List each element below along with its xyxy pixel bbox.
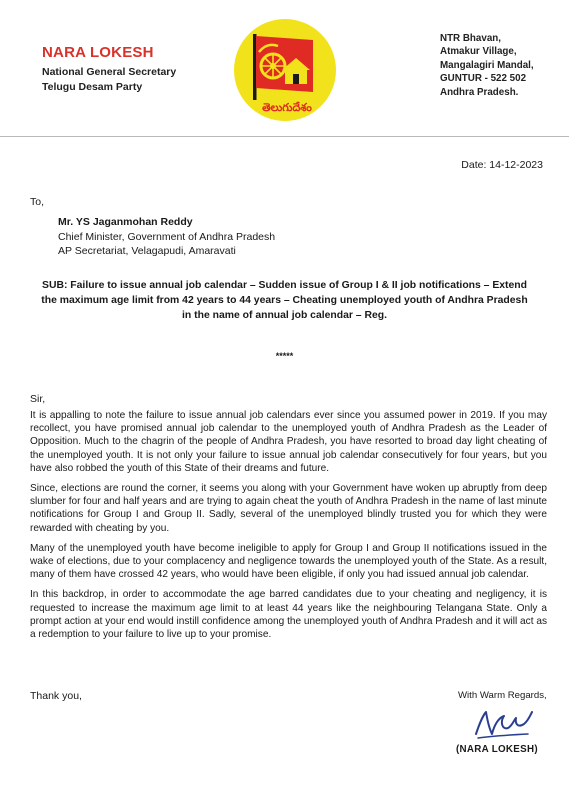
recipient-name: Mr. YS Jaganmohan Reddy [58, 216, 193, 228]
letter-date: Date: 14-12-2023 [461, 159, 543, 171]
address-line: Atmakur Village, [440, 46, 517, 58]
recipient-block [58, 215, 275, 259]
body-paragraph: Many of the unemployed youth have become ineligible to apply for Group I and Group II notifications issued in the wake of elections, due to your complacency and negligence towards the unemployed youth of the State. As a result, many of them have crossed 42 years, who would have been eligible, if only you had issued annual job calendar. [30, 542, 547, 581]
subject-line: SUB: Failure to issue annual job calendar – Sudden issue of Group I & II job notifications – Extend the maximum age limit from 42 years to 44 years – Cheating unemployed youth of Andhra Pradesh in the name of annual job calendar – Reg. [41, 280, 528, 321]
letterhead [0, 0, 569, 140]
recipient-office: AP Secretariat, Velagapudi, Amaravati [58, 245, 236, 257]
recipient-title: Chief Minister, Government of Andhra Pradesh [58, 230, 276, 243]
body-paragraph: Since, elections are round the corner, it seems you along with your Government have woken up abruptly from deep slumber for four and half years and are trying to again cheat the youth of Andhra Pradesh in the name of last minute notifications for Group I and Group II. Sadly, several of the unemployed blindly trusted you for which they were rewarded with cheating by you. [30, 483, 547, 534]
address-line: NTR Bhavan, [440, 33, 501, 44]
body-paragraph: In this backdrop, in order to accommodate the age barred candidates due to your cheating and negligency, it is requested to increase the maximum age limit to at least 44 years like the neighbouring Telangana State. Only a prompt action at your end would instill confidence among the unemployed youth of Andhra Pradesh and it will act as a redemption to your failure to live up to your promise. [30, 589, 547, 641]
tdp-party-logo-icon [233, 18, 337, 122]
sender-name: NARA LOKESH [42, 44, 154, 61]
logo-script-text: తెలుగుదేశం [262, 101, 312, 114]
separator: ***** [275, 351, 294, 361]
salutation: Sir, [30, 393, 46, 405]
address-line: GUNTUR - 522 502 [440, 73, 527, 85]
closing-regards: With Warm Regards, [458, 690, 547, 701]
address-line: Andhra Pradesh. [440, 86, 519, 98]
to-label: To, [30, 196, 45, 208]
body-paragraph: It is appalling to note the failure to issue annual job calendars ever since you assumed power in 2019. If you may recollect, you have promised annual job calendar to the unemployed youth of Andhra Pradesh as the Leader of Opposition. Much to the chagrin of the people of Andhra Pradesh, you have resorted to broad day light cheating of the unemployed youth. It is not only your failure to issue annual job calendar consecutively for four years, but you have also robbed the youth of this State of their dreams and future. [30, 410, 547, 474]
sender-role: National General Secretary [42, 66, 177, 78]
header-divider [0, 136, 569, 137]
address-line: Mangalagiri Mandal, [440, 59, 534, 71]
sender-party: Telugu Desam Party [42, 81, 143, 93]
letter-body [30, 409, 547, 648]
sender-address [440, 32, 534, 99]
signer-name: (NARA LOKESH) [456, 744, 538, 755]
handwritten-signature-icon [470, 704, 536, 744]
closing-thanks: Thank you, [30, 690, 82, 702]
